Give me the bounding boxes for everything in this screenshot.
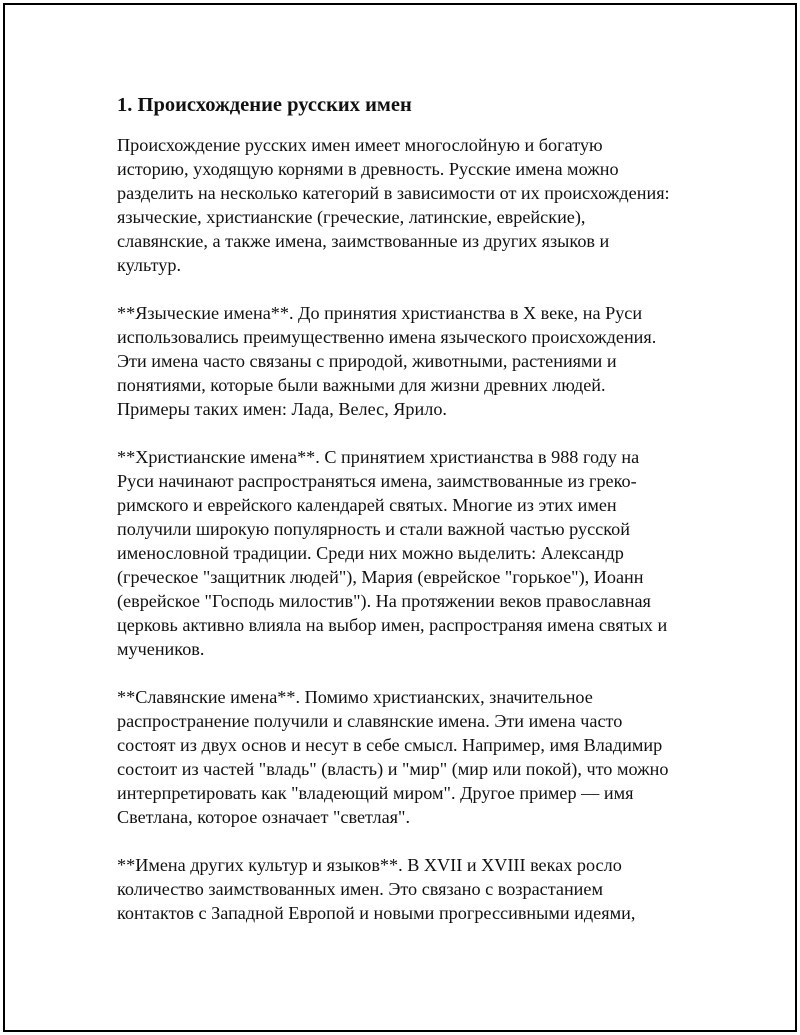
text-line: именословной традиции. Среди них можно выделить: Александр (117, 543, 624, 563)
text-line: Светлана, которое означает "светлая". (117, 807, 410, 827)
text-line: мучеников. (117, 639, 205, 659)
text-line: церковь активно влияла на выбор имен, распространяя имена святых и (117, 615, 668, 635)
text-line: распространение получили и славянские имена. Эти имена часто (117, 711, 623, 731)
text-line: **Имена других культур и языков**. В XVII и XVIII веках росло (117, 855, 622, 875)
text-line: (греческое "защитник людей"), Мария (еврейское "горькое"), Иоанн (117, 567, 644, 587)
text-line: **Славянские имена**. Помимо христианских, значительное (117, 687, 593, 707)
document-body (117, 93, 697, 949)
paragraph-christian-names (117, 445, 697, 661)
text-line: **Языческие имена**. До принятия христианства в X веке, на Руси (117, 303, 643, 323)
section-heading: 1. Происхождение русских имен (117, 94, 412, 116)
text-line: понятиями, которые были важными для жизни древних людей. (117, 375, 606, 395)
text-line: Эти имена часто связаны с природой, животными, растениями и (117, 351, 617, 371)
text-line: **Христианские имена**. С принятием христианства в 988 году на (117, 447, 640, 467)
text-line: римского и еврейского календарей святых. Многие из этих имен (117, 495, 617, 515)
text-line: состоят из двух основ и несут в себе смысл. Например, имя Владимир (117, 735, 663, 755)
paragraph-foreign-names (117, 853, 697, 925)
text-line: историю, уходящую корнями в древность. Русские имена можно (117, 159, 619, 179)
text-line: состоит из частей "владь" (власть) и "мир" (мир или покой), что можно (117, 759, 669, 779)
text-line: Примеры таких имен: Лада, Велес, Ярило. (117, 399, 447, 419)
text-line: Руси начинают распространяться имена, заимствованные из греко- (117, 471, 637, 491)
text-line: контактов с Западной Европой и новыми прогрессивными идеями, (117, 903, 636, 923)
text-line: разделить на несколько категорий в зависимости от их происхождения: (117, 183, 670, 203)
text-line: получили широкую популярность и стали важной частью русской (117, 519, 630, 539)
paragraph-slavic-names (117, 685, 697, 829)
paragraph-pagan-names (117, 301, 697, 421)
text-line: славянские, а также имена, заимствованные из других языков и (117, 231, 610, 251)
text-line: Происхождение русских имен имеет многослойную и богатую (117, 135, 603, 155)
text-line: использовались преимущественно имена языческого происхождения. (117, 327, 657, 347)
text-line: культур. (117, 255, 181, 275)
text-line: (еврейское "Господь милостив"). На протяжении веков православная (117, 591, 651, 611)
text-line: языческие, христианские (греческие, латинские, еврейские), (117, 207, 586, 227)
paragraph-intro (117, 133, 697, 277)
text-line: количество заимствованных имен. Это связано с возрастанием (117, 879, 603, 899)
text-line: интерпретировать как "владеющий миром". Другое пример — имя (117, 783, 634, 803)
